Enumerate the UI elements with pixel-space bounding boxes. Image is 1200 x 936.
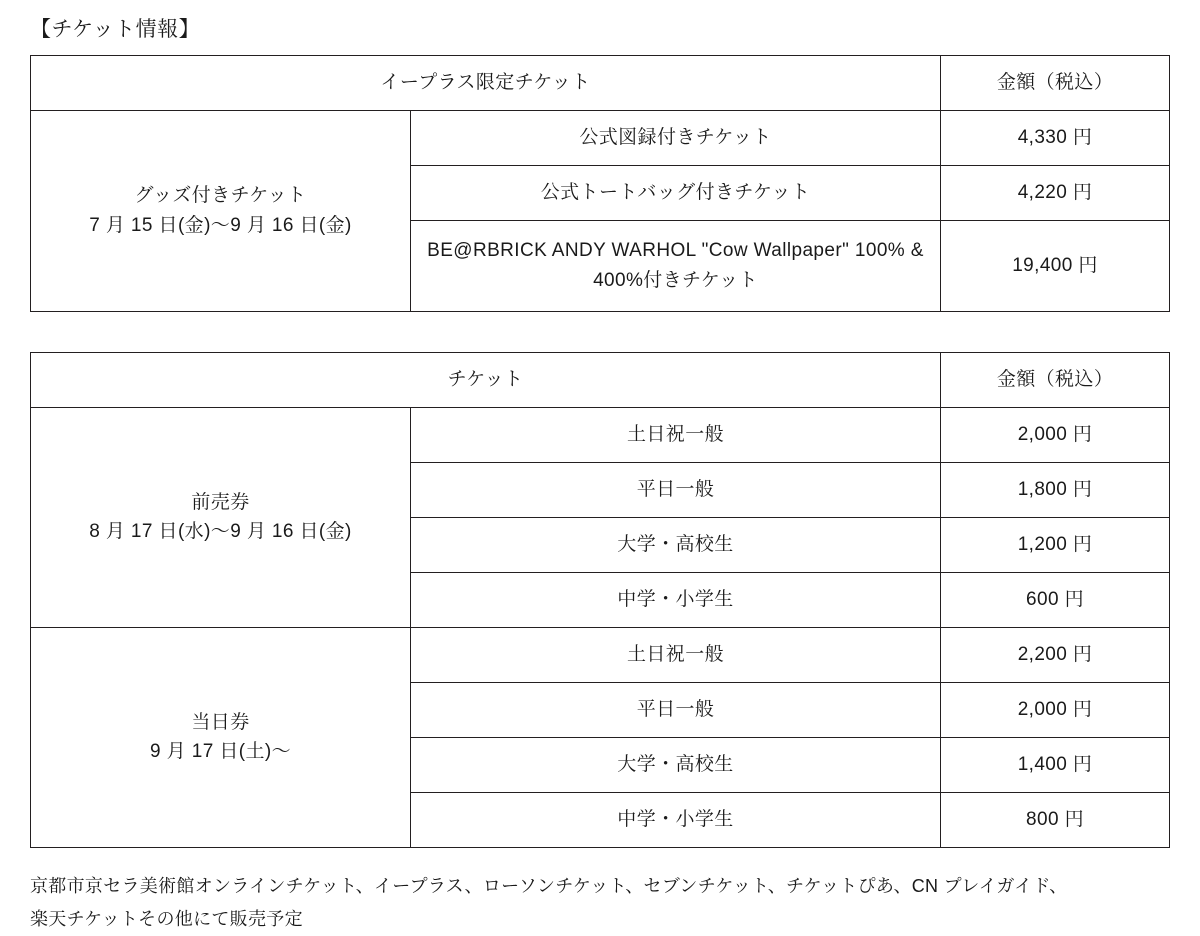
table-spacer xyxy=(30,312,1170,352)
table2-item: 平日一般 xyxy=(411,462,941,517)
table2-price: 800 円 xyxy=(941,792,1170,847)
table2-price: 2,000 円 xyxy=(941,682,1170,737)
table2-item: 土日祝一般 xyxy=(411,407,941,462)
item-line: "Cow Wallpaper" 100% & 400%付きチケット xyxy=(593,240,924,290)
table1-header-price: 金額（税込） xyxy=(941,55,1170,110)
table-header-row xyxy=(31,55,1170,110)
group-label-line: 前売券 xyxy=(35,488,406,517)
table2-item: 中学・小学生 xyxy=(411,572,941,627)
table-row xyxy=(31,627,1170,682)
table2-header-left: チケット xyxy=(31,352,941,407)
group-label-line: 9 月 17 日(土)〜 xyxy=(35,737,406,766)
table1-price: 4,330 円 xyxy=(941,110,1170,165)
table2-price: 1,800 円 xyxy=(941,462,1170,517)
table1-header-left: イープラス限定チケット xyxy=(31,55,941,110)
group-label-line: グッズ付きチケット xyxy=(35,181,406,210)
standard-ticket-table xyxy=(30,352,1170,848)
table2-price: 1,200 円 xyxy=(941,517,1170,572)
table2-header-price: 金額（税込） xyxy=(941,352,1170,407)
table1-group-label xyxy=(31,110,411,311)
table2-group-label-sameday xyxy=(31,627,411,847)
eplus-limited-ticket-table xyxy=(30,55,1170,312)
table1-price: 4,220 円 xyxy=(941,165,1170,220)
table2-item: 土日祝一般 xyxy=(411,627,941,682)
table-row xyxy=(31,407,1170,462)
table2-item: 大学・高校生 xyxy=(411,737,941,792)
table2-item: 大学・高校生 xyxy=(411,517,941,572)
table2-price: 1,400 円 xyxy=(941,737,1170,792)
table-header-row xyxy=(31,352,1170,407)
footnote-line: 楽天チケットその他にて販売予定 xyxy=(30,903,1170,936)
table2-item: 中学・小学生 xyxy=(411,792,941,847)
table2-item: 平日一般 xyxy=(411,682,941,737)
table2-price: 2,000 円 xyxy=(941,407,1170,462)
table2-group-label-advance xyxy=(31,407,411,627)
group-label-line: 7 月 15 日(金)〜9 月 16 日(金) xyxy=(35,211,406,240)
table2-price: 2,200 円 xyxy=(941,627,1170,682)
table1-item: 公式図録付きチケット xyxy=(411,110,941,165)
page-title: 【チケット情報】 xyxy=(30,14,1170,46)
table1-item xyxy=(411,220,941,311)
group-label-line: 当日券 xyxy=(35,708,406,737)
group-label-line: 8 月 17 日(水)〜9 月 16 日(金) xyxy=(35,517,406,546)
footnote xyxy=(30,870,1170,936)
table2-price: 600 円 xyxy=(941,572,1170,627)
item-line: BE@RBRICK ANDY WARHOL xyxy=(427,240,696,261)
table1-item: 公式トートバッグ付きチケット xyxy=(411,165,941,220)
table-row xyxy=(31,110,1170,165)
table1-price: 19,400 円 xyxy=(941,220,1170,311)
footnote-line: 京都市京セラ美術館オンラインチケット、イープラス、ローソンチケット、セブンチケット、チケットぴあ、CN プレイガイド、 xyxy=(30,870,1170,903)
